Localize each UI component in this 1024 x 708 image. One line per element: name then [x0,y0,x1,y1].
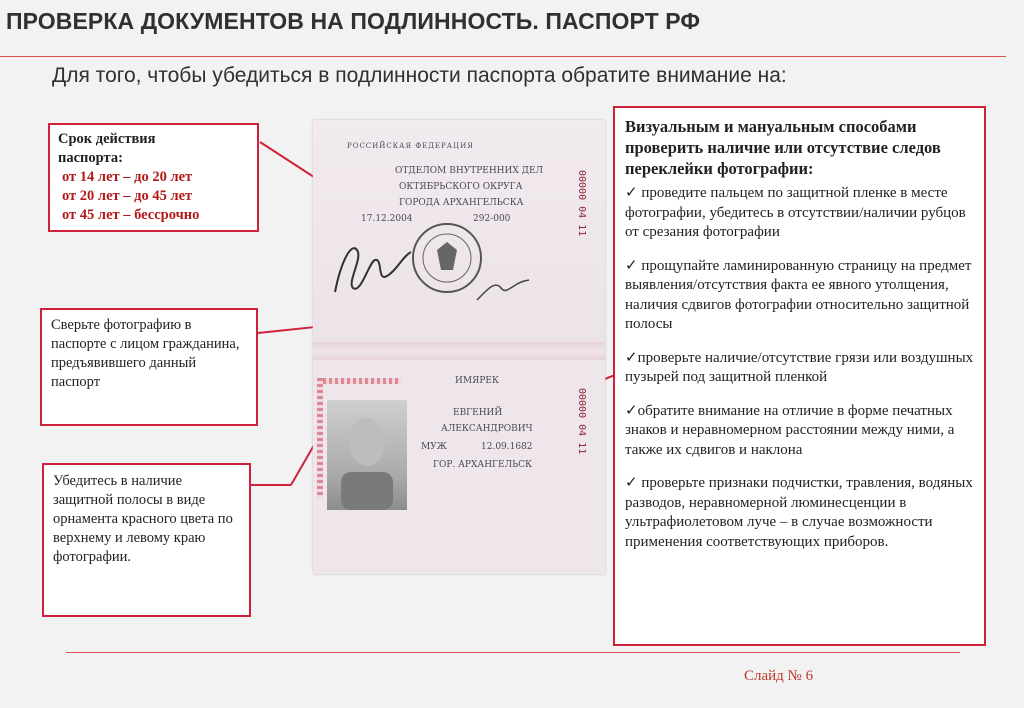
passport-patronymic: АЛЕКСАНДРОВИЧ [441,424,533,434]
passport-dept-code: 292-000 [473,214,511,224]
passport-birth-place: ГОР. АРХАНГЕЛЬСК [433,460,533,470]
connector-photo [258,326,316,334]
passport-serial-top: 00000 04 11 [576,170,587,237]
passport-surname: ИМЯРЕК [455,376,499,386]
photo-check-text: Сверьте фотографию в паспорте с лицом гражданина, предъявившего данный паспорт [51,317,240,390]
validity-range-1: от 14 лет – до 20 лет [62,169,193,185]
security-strip-top [317,378,401,384]
passport-birth-date: 12.09.1682 [481,442,533,452]
checklist-item-3: ✓проверьте наличие/отсутствие грязи или воздушных пузырей под защитной пленкой [625,349,974,385]
passport-spine [313,342,605,360]
validity-label-line-2: паспорта: [58,150,123,166]
bottom-divider [66,652,960,653]
passport-issue-date: 17.12.2004 [361,214,413,224]
passport-serial-bottom: 00000 04 11 [576,388,587,455]
signature-mark [327,232,417,302]
validity-range-2: от 20 лет – до 45 лет [62,188,193,204]
slide-title: ПРОВЕРКА ДОКУМЕНТОВ НА ПОДЛИННОСТЬ. ПАСПОРТ РФ [6,8,701,34]
slide-subtitle: Для того, чтобы убедиться в подлинности паспорта обратите внимание на: [52,64,787,87]
checklist-item-4: ✓обратите внимание на отличие в форме печатных знаков и неравномерном расстоянии между ними, а также их сдвигов и наклона [625,402,955,458]
connector-strip [251,484,291,486]
passport-header: РОССИЙСКАЯ ФЕДЕРАЦИЯ [347,142,474,150]
relamination-checklist [613,106,986,646]
passport-issuer-line-1: ОТДЕЛОМ ВНУТРЕННИХ ДЕЛ [395,166,544,176]
security-strip-left [317,378,323,498]
passport-issuer-line-3: ГОРОДА АРХАНГЕЛЬСКА [399,198,524,208]
passport-name: ЕВГЕНИЙ [453,408,503,418]
photo-check-callout [40,308,258,426]
checklist-item-1: ✓ проведите пальцем по защитной пленке в месте фотографии, убедитесь в отсутствии/наличии рубцов от срезания фотографии [625,185,966,240]
passport-image [313,120,605,574]
validity-range-3: от 45 лет – бессрочно [62,207,200,223]
security-strip-text: Убедитесь в наличие защитной полосы в виде орнамента красного цвета по верхнему и левому краю фотографии. [53,473,233,565]
top-divider [0,56,1006,57]
passport-issuer-line-2: ОКТЯБРЬСКОГО ОКРУГА [399,182,523,192]
checklist-item-2: ✓ прощупайте ламинированную страницу на предмет выявления/отсутствия факта ее явного утолщения, наличия сдвигов фотографии относительно защитной полосы [625,257,972,332]
security-strip-callout [42,463,251,617]
checklist-item-5: ✓ проверьте признаки подчистки, травления, водяных разводов, неравномерной люминесценции в ультрафиолетовом луче – в случае возможности применения соответствующих приборов. [625,475,973,550]
validity-label-line-1: Срок действия [58,131,156,147]
passport-sex: МУЖ [421,442,447,452]
signature-mark-2 [473,270,533,310]
checklist-heading: Визуальным и мануальным способами проверить наличие или отсутствие следов переклейки фотографии: [625,117,941,178]
validity-callout [48,123,259,232]
slide-number: Слайд № 6 [744,668,814,684]
passport-photo [327,400,407,510]
